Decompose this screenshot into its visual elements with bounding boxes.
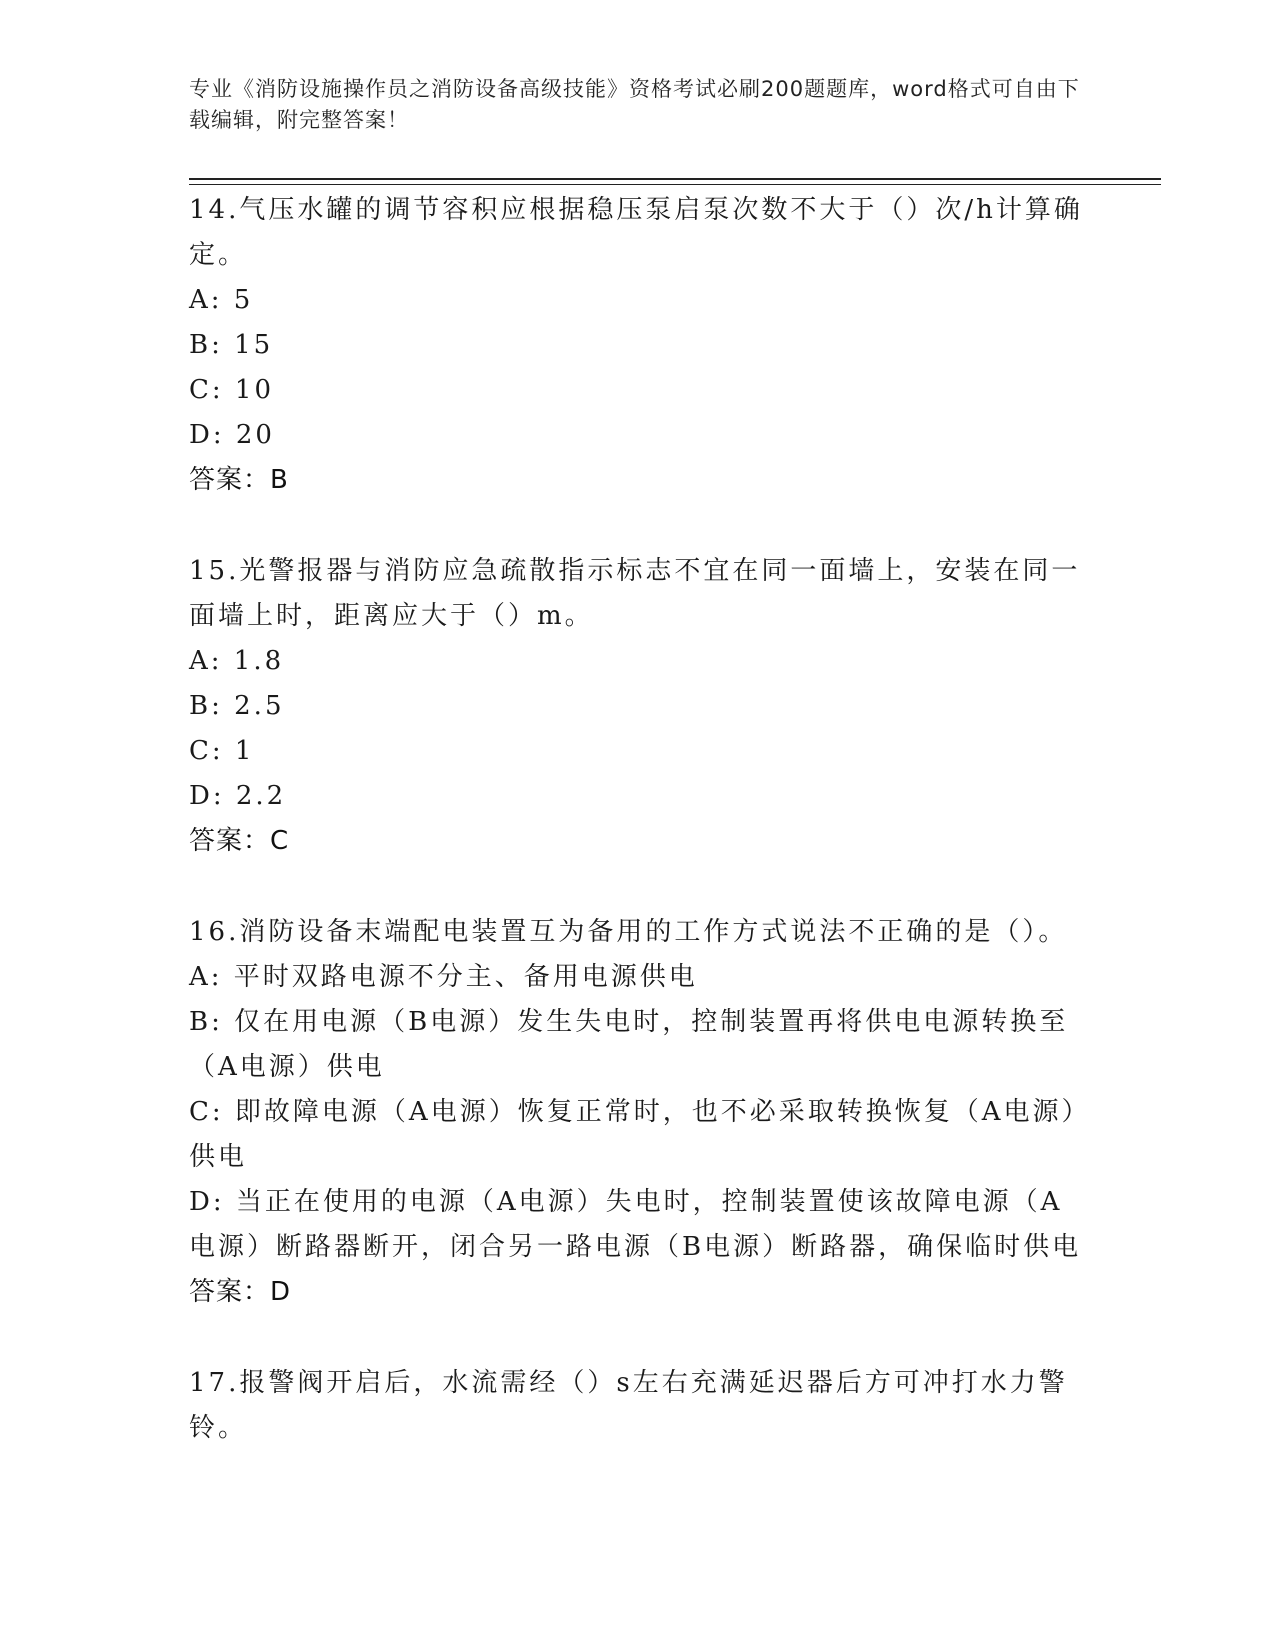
- header-divider-thick: [189, 178, 1161, 180]
- option-a: A: 平时双路电源不分主、备用电源供电: [189, 962, 698, 992]
- answer-label: 答案：B: [189, 465, 289, 495]
- question-text: 15.光警报器与消防应急疏散指示标志不宜在同一面墙上，安装在同一面墙上时，距离应大于（）m。: [189, 556, 1081, 631]
- option-a: A: 1.8: [189, 646, 285, 676]
- option-b: B: 仅在用电源（B电源）发生失电时，控制装置再将供电电源转换至（A电源）供电: [189, 1007, 1069, 1082]
- document-header: [189, 74, 1089, 136]
- option-b: B: 15: [189, 330, 274, 360]
- option-c: C: 1: [189, 736, 255, 766]
- question-16: [189, 910, 1089, 1315]
- question-text: 17.报警阀开启后，水流需经（）s左右充满延迟器后方可冲打水力警铃。: [189, 1368, 1068, 1443]
- question-15: [189, 549, 1089, 864]
- option-b: B: 2.5: [189, 691, 285, 721]
- question-14: [189, 188, 1089, 503]
- question-list: [189, 188, 1089, 1497]
- option-a: A: 5: [189, 285, 254, 315]
- option-d: D: 当正在使用的电源（A电源）失电时，控制装置使该故障电源（A电源）断路器断开，闭合另一路电源（B电源）断路器，确保临时供电: [189, 1187, 1082, 1262]
- header-title: 专业《消防设施操作员之消防设备高级技能》资格考试必刷200题题库，word格式可自由下载编辑，附完整答案！: [189, 77, 1080, 132]
- question-17: [189, 1361, 1089, 1451]
- option-d: D: 20: [189, 420, 275, 450]
- question-text: 16.消防设备末端配电装置互为备用的工作方式说法不正确的是（）。: [189, 917, 1068, 947]
- answer-label: 答案：D: [189, 1277, 292, 1307]
- option-c: C: 即故障电源（A电源）恢复正常时，也不必采取转换恢复（A电源）供电: [189, 1097, 1078, 1172]
- answer-label: 答案：C: [189, 826, 290, 856]
- question-text: 14.气压水罐的调节容积应根据稳压泵启泵次数不大于（）次/h计算确定。: [189, 195, 1083, 270]
- option-d: D: 2.2: [189, 781, 287, 811]
- header-divider-thin: [189, 184, 1161, 185]
- option-c: C: 10: [189, 375, 275, 405]
